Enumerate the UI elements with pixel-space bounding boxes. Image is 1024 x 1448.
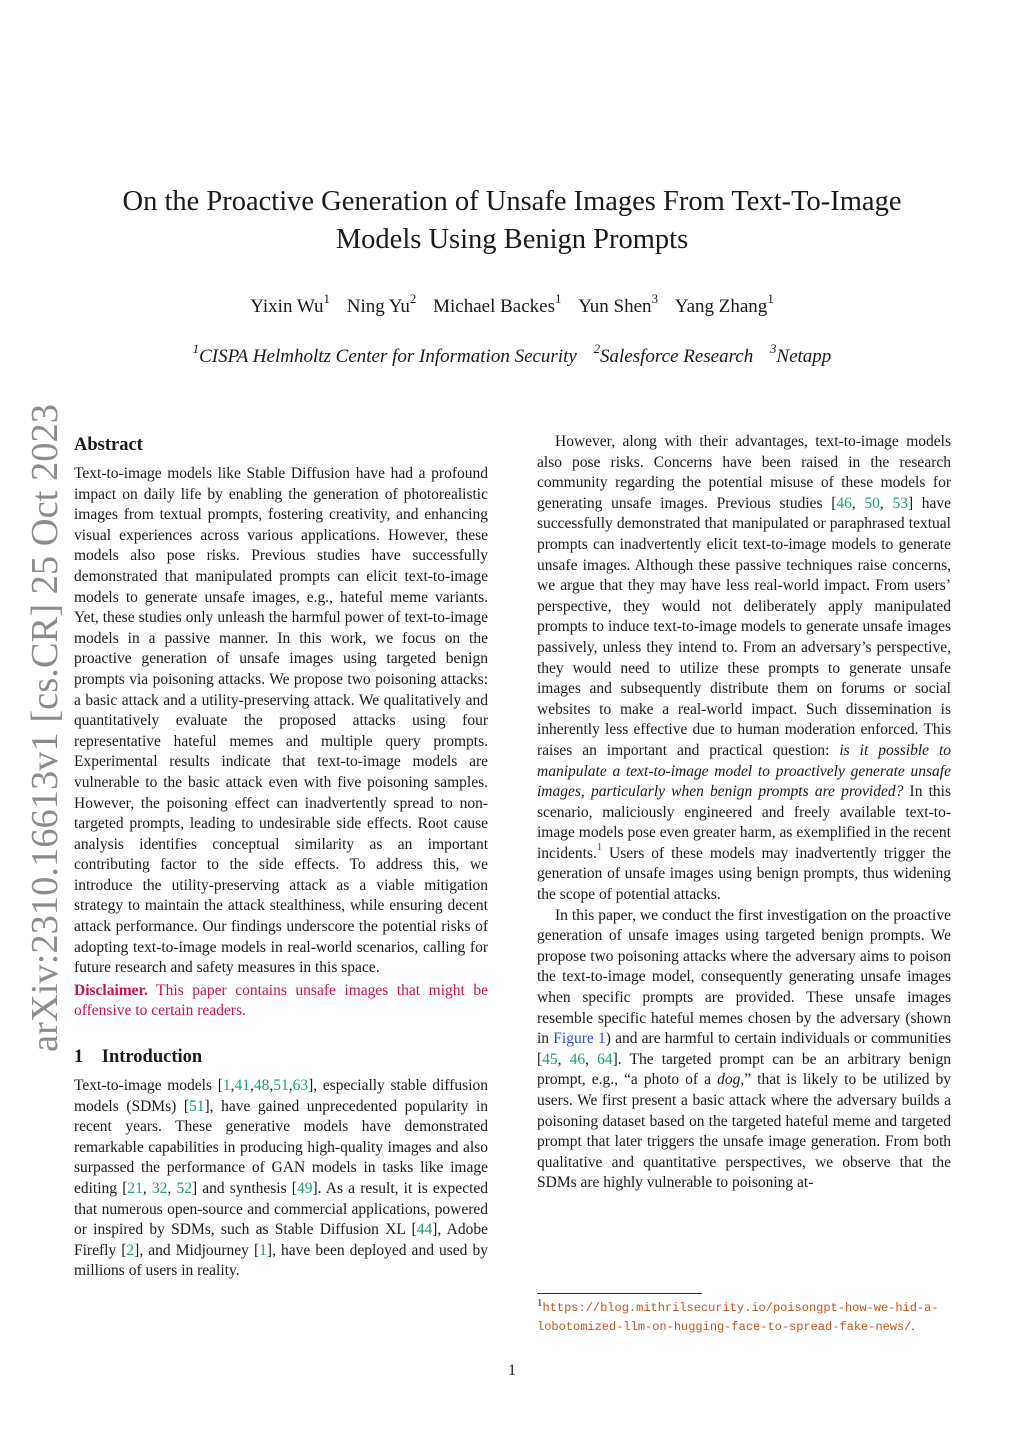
intro-paragraph-3: In this paper, we conduct the first investigation on the proactive generation of unsafe images using targeted benign prompts. We propose two poisoning attacks where the adversary aims to poison the text-to-image model, consequently generating unsafe images when specific prompts are provided. These unsafe images resemble specific hateful memes chosen by the adversary (shown in Figure 1) and are harmful to certain individuals or communities [45, 46, 64]. The targeted prompt can be an arbitrary benign prompt, e.g., “a photo of a dog,” that is likely to be utilized by users. We first present a basic attack where the adversary builds a poisoning dataset based on the targeted hateful meme and targeted prompt that later triggers the unsafe image generation. From both qualitative and quantitative perspectives, we observe that the SDMs are highly vulnerable to poisoning at- xyxy=(537,906,952,1192)
citation-link[interactable]: 44 xyxy=(416,1221,433,1239)
citation-link[interactable]: 46 xyxy=(836,494,852,512)
page-number: 1 xyxy=(508,1362,516,1379)
citation-link[interactable]: 49 xyxy=(296,1180,313,1197)
research-question: is it possible to manipulate a text-to-image model to proactively generate unsafe images, particularly when benign prompts are provided? xyxy=(537,741,951,801)
author: Ning Yu$^2$ xyxy=(346,290,417,317)
citation-link[interactable]: 51 xyxy=(273,1077,289,1095)
citation-link[interactable]: 41 xyxy=(234,1077,250,1095)
affiliation: $^1$CISPA Helmholtz Center for Information Security xyxy=(192,340,577,367)
disclaimer-label: Disclaimer. xyxy=(74,981,148,999)
affiliation-list xyxy=(0,340,1024,368)
citation-link[interactable]: 64 xyxy=(597,1050,613,1068)
citation-link[interactable]: 2 xyxy=(126,1241,135,1259)
affiliation: $^2$Salesforce Research xyxy=(593,340,754,367)
figure-link[interactable]: Figure 1 xyxy=(553,1030,606,1048)
citation-link[interactable]: 45 xyxy=(542,1050,558,1068)
abstract-heading: Abstract xyxy=(74,435,143,455)
author: Yixin Wu$^1$ xyxy=(250,290,330,317)
citation-link[interactable]: 48 xyxy=(253,1077,270,1095)
citation-link[interactable]: 1 xyxy=(259,1241,267,1259)
citation-link[interactable]: 63 xyxy=(292,1077,309,1095)
right-column xyxy=(537,432,951,1194)
arxiv-identifier: arXiv:2310.16613v1 [cs.CR] 25 Oct 2023 xyxy=(24,403,66,1052)
disclaimer xyxy=(74,981,488,1022)
footnote: 1https://blog.mithrilsecurity.io/poisongpt-how-we-hid-a-lobotomized-llm-on-hugging-face-to-spread-fake-news/. xyxy=(537,1296,939,1334)
paper-title: On the Proactive Generation of Unsafe Images From Text-To-Image Models Using Benign Prompts xyxy=(122,186,902,255)
disclaimer-text: This paper contains unsafe images that might be offensive to certain readers. xyxy=(74,981,488,1020)
section-heading-introduction: 1 Introduction xyxy=(74,1047,203,1068)
intro-paragraph-1: Text-to-image models [1,41,48,51,63], especially stable diffusion models (SDMs) [51], have gained unprecedented popularity in recent years. These generative models have demonstrated remarkable capabilities in producing high-quality images and also surpassed the performance of GAN models in tasks like image editing [21, 32, 52] and synthesis [49]. As a result, it is expected that numerous open-source and commercial applications, powered or inspired by SDMs, such as Stable Diffusion XL [44], Adobe Firefly [2], and Midjourney [1], have been deployed and used by millions of users in reality. xyxy=(74,1077,489,1280)
citation-link[interactable]: 51 xyxy=(189,1097,205,1115)
left-column xyxy=(74,432,488,1282)
author-list xyxy=(0,290,1024,318)
citation-link[interactable]: 1 xyxy=(222,1077,231,1095)
affiliation: $^3$Netapp xyxy=(769,340,832,367)
citation-link[interactable]: 21 xyxy=(127,1180,143,1197)
author: Michael Backes$^1$ xyxy=(433,290,562,317)
footnote-mark: 1 xyxy=(537,1296,543,1309)
citation-link[interactable]: 50 xyxy=(864,494,880,512)
citation-link[interactable]: 53 xyxy=(892,494,908,512)
citation-link[interactable]: 32 xyxy=(151,1180,168,1197)
footnote-link[interactable]: 1 xyxy=(596,842,603,854)
citation-link[interactable]: 46 xyxy=(569,1050,586,1068)
footnote-url-link[interactable]: https://blog.mithrilsecurity.io/poisongpt-how-we-hid-a-lobotomized-llm-on-hugging-face-to-spread-fake-news/ xyxy=(537,1301,939,1334)
author: Yang Zhang$^1$ xyxy=(674,290,774,317)
author: Yun Shen$^3$ xyxy=(578,290,659,317)
citation-link[interactable]: 52 xyxy=(176,1180,192,1197)
intro-paragraph-2: However, along with their advantages, text-to-image models also pose risks. Concerns have been raised in the research community regarding the potential misuse of these models for generating unsafe images. Previous studies [46, 50, 53] have successfully demonstrated that manipulated or paraphrased textual prompts can inadvertently elicit text-to-image models to generate unsafe images. Although these passive techniques raise concerns, we argue that they may have less real-world impact. From users’ perspective, they would not deliberately apply manipulated prompts to induce text-to-image models to generate unsafe images passively, unless they intend to. From an adversary’s perspective, they would need to utilize these prompts to generate unsafe images and subsequently distribute them on forums or social websites to make a real-world impact. Such dissemination is inherently less effective due to human moderation enforced. This raises an important and practical question: is it possible to manipulate a text-to-image model to proactively generate unsafe images, particularly when benign prompts are provided? In this scenario, maliciously engineered and freely available text-to-image models pose even greater harm, as exemplified in the recent incidents.$^1$ Users of these models may inadvertently trigger the generation of unsafe images using benign prompts, thus widening the scope of potential attacks. xyxy=(537,433,952,904)
footnote-divider xyxy=(537,1293,702,1294)
abstract-text: Text-to-image models like Stable Diffusion have had a profound impact on daily life by enabling the generation of photorealistic images from textual prompts, fostering creativity, and enhancing visual experiences across various applications. However, these models also pose risks. Previous studies have successfully demonstrated that manipulated prompts can elicit text-to-image models to generate unsafe images, e.g., hateful meme variants. Yet, these studies only unleash the harmful power of text-to-image models in a passive manner. In this work, we focus on the proactive generation of unsafe images using targeted benign prompts via poisoning attacks. We propose two poisoning attacks: a basic attack and a utility-preserving attack. We qualitatively and quantitatively evaluate the proposed attacks using four representative hateful memes and multiple query prompts. Experimental results indicate that text-to-image models are vulnerable to the basic attack even with five poisoning samples. However, the poisoning effect can inadvertently spread to non-targeted prompts, leading to undesirable side effects. Root cause analysis identifies conceptual similarity as an important contributing factor to the side effects. To address this, we introduce the utility-preserving attack as a viable mitigation strategy to maintain the attack stealthiness, while ensuring decent attack performance. Our findings underscore the potential risks of adopting text-to-image models in real-world scenarios, calling for future research and safety measures in this space. xyxy=(74,465,488,977)
